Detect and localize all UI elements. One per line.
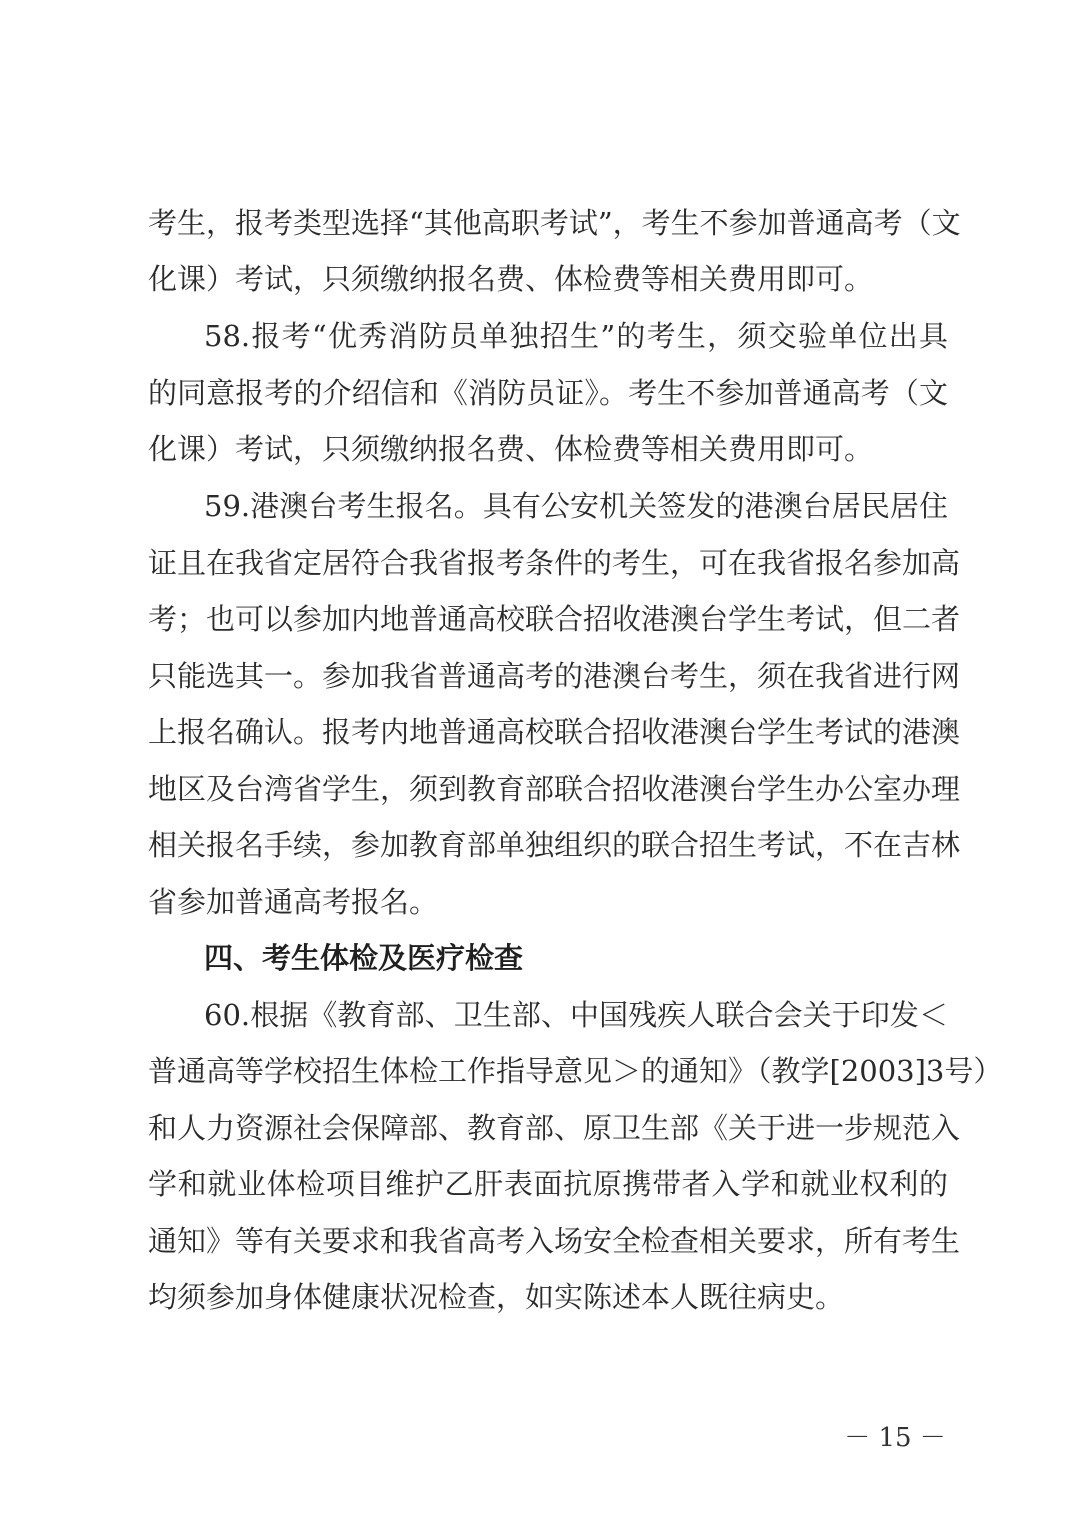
paragraph-59-line-8: 省参加普通高考报名。 <box>148 885 439 919</box>
paragraph-59-line-2: 证且在我省定居符合我省报考条件的考生，可在我省报名参加高 <box>148 546 961 580</box>
page-number: － 15 － <box>844 1423 946 1453</box>
paragraph-60-line-1: 60.根据《教育部、卫生部、中国残疾人联合会关于印发＜ <box>204 998 948 1032</box>
paragraph-57-line-1: 考生，报考类型选择“其他高职考试”，考生不参加普通高考（文 <box>148 206 961 240</box>
paragraph-60-line-3: 和人力资源社会保障部、教育部、原卫生部《关于进一步规范入 <box>148 1111 961 1145</box>
paragraph-59-line-5: 上报名确认。报考内地普通高校联合招收港澳台学生考试的港澳 <box>148 715 961 749</box>
paragraph-58-line-3: 化课）考试，只须缴纳报名费、体检费等相关费用即可。 <box>148 432 874 466</box>
paragraph-57-line-2: 化课）考试，只须缴纳报名费、体检费等相关费用即可。 <box>148 262 874 296</box>
paragraph-59-line-7: 相关报名手续，参加教育部单独组织的联合招生考试，不在吉林 <box>148 828 961 862</box>
paragraph-60-line-4: 学和就业体检项目维护乙肝表面抗原携带者入学和就业权利的 <box>148 1167 948 1201</box>
paragraph-59-line-1: 59.港澳台考生报名。具有公安机关签发的港澳台居民居住 <box>204 489 948 523</box>
paragraph-60-line-6: 均须参加身体健康状况检查，如实陈述本人既往病史。 <box>148 1280 845 1314</box>
paragraph-59-line-3: 考；也可以参加内地普通高校联合招收港澳台学生考试，但二者 <box>148 602 961 636</box>
paragraph-60-line-5: 通知》等有关要求和我省高考入场安全检查相关要求，所有考生 <box>148 1224 961 1258</box>
paragraph-58-line-2: 的同意报考的介绍信和《消防员证》。考生不参加普通高考（文 <box>148 376 948 410</box>
paragraph-58-line-1: 58.报考“优秀消防员单独招生”的考生，须交验单位出具 <box>204 319 948 353</box>
paragraph-60-line-2: 普通高等学校招生体检工作指导意见＞的通知》（教学[2003]3号） <box>148 1054 1003 1088</box>
section-heading: 四、考生体检及医疗检查 <box>204 941 524 975</box>
paragraph-59-line-4: 只能选其一。参加我省普通高考的港澳台考生，须在我省进行网 <box>148 659 961 693</box>
paragraph-59-line-6: 地区及台湾省学生，须到教育部联合招收港澳台学生办公室办理 <box>148 772 961 806</box>
